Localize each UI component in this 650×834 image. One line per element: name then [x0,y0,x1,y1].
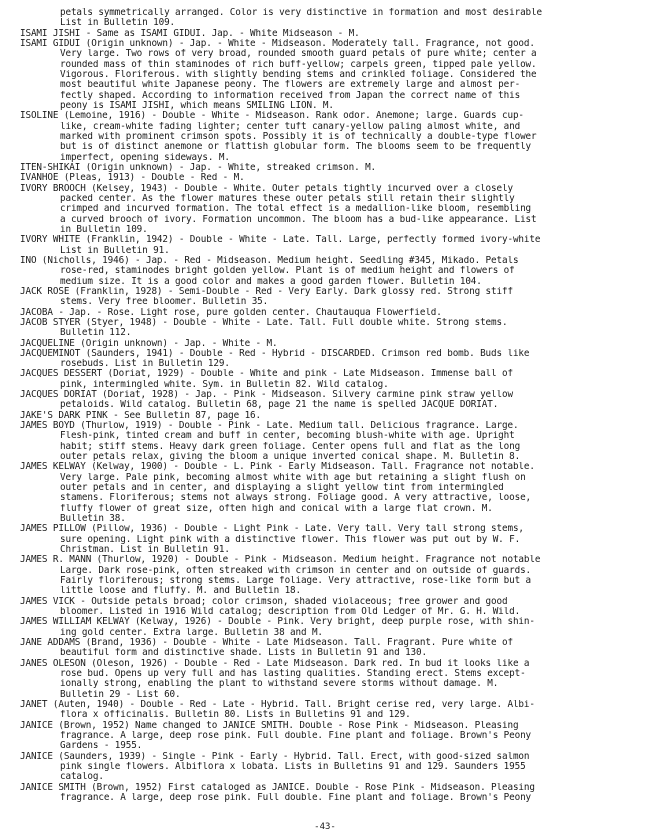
entry-continuation-line: ing gold center. Extra large. Bulletin 38 and M. [60,627,323,638]
entry-heading-line: JANICE (Saunders, 1939) - Single - Pink - Early - Hybrid. Tall. Erect, with good-sized salmon [20,751,530,762]
entry-continuation-line: but is of distinct anemone or flattish globular form. The blooms seem to be frequently [60,142,532,153]
entry-heading-line: JACQUES DESSERT (Doriat, 1929) - Double - White and pink - Late Midseason. Immense ball of [20,369,513,380]
entry-continuation-line: pink, intermingled white. Sym. in Bulletin 82. Wild catalog. [60,379,389,390]
entry-heading-line: JANE ADDAMS (Brand, 1936) - Double - White - Late Midseason. Tall. Fragrant. Pure white of [20,638,513,649]
entry-heading-line: JANET (Auten, 1940) - Double - Red - Late - Hybrid. Tall. Bright cerise red, very large. Albi- [20,699,535,710]
entry-continuation-line: rounded mass of thin staminodes of rich buff-yellow; carpels green, tipped pale yellow. [60,59,537,70]
entry-continuation-line: Gardens - 1955. [60,741,143,752]
peony-entry [20,721,640,752]
entry-continuation-line: peony is ISAMI JISHI, which means SMILING LION. M. [60,100,334,111]
entry-continuation-line: Very large. Pale pink, becoming almost white with age but retaining a slight flush on [60,472,526,483]
entry-continuation-line: fragrance. A large, deep rose pink. Full double. Fine plant and foliage. Brown's Peony [60,792,532,803]
entry-continuation-line: outer petals and in center, and displaying a slight yellow tint from intermingled [60,483,504,494]
entry-continuation-line: most beautiful white Japanese peony. The flowers are extremely large and almost per- [60,80,521,91]
peony-entry [20,783,640,804]
entry-continuation-line: Bulletin 38. [60,514,126,525]
entry-continuation-line: in Bulletin 109. [60,224,148,235]
peony-entry [20,318,640,339]
peony-entry [20,39,640,111]
entry-continuation-line: fluffy flower of great size, often high and conical with a large flat crown. M. [60,503,493,514]
entry-heading-line: INO (Nicholls, 1946) - Jap. - Red - Midseason. Medium height. Seedling #345, Mikado. Petals [20,255,519,266]
entry-heading-line: ISAMI GIDUI (Origin unknown) - Jap. - White - Midseason. Moderately tall. Fragrance, not good. [20,38,535,49]
peony-entry [20,597,640,618]
entry-heading-line: JAMES WILLIAM KELWAY (Kelway, 1926) - Double - Pink. Very bright, deep purple rose, with shin- [20,617,535,628]
peony-entry [20,349,640,370]
entry-heading-line: JACOB STYER (Styer, 1948) - Double - White - Late. Tall. Full double white. Strong stems. [20,317,508,328]
entry-continuation-line: flora x officinalis. Bulletin 80. Lists in Bulletins 91 and 129. [60,710,411,721]
peony-entry [20,617,640,638]
peony-entry [20,752,640,783]
entry-continuation-line: medium size. It is a good color and makes a good garden flower. Bulletin 104. [60,276,482,287]
entry-continuation-line: bloomer. Listed in 1916 Wild catalog; description from Old Ledger of Mr. G. H. Wild. [60,607,521,618]
peony-entry [20,369,640,390]
entry-continuation-line: outer petals relax, giving the bloom a unique inverted conical shape. M. Bulletin 8. [60,452,521,463]
entry-continuation-line: a curved brooch of ivory. Formation uncommon. The bloom has a bud-like appearance. List [60,214,537,225]
peony-entry [20,421,640,462]
entry-heading-line: JACQUES DORIAT (Doriat, 1928) - Jap. - Pink - Midseason. Silvery carmine pink straw yellow [20,390,513,401]
entry-continuation-line: List in Bulletin 91. [60,245,170,256]
entry-heading-line: JAKE'S DARK PINK - See Bulletin 87, page 16. [20,410,261,421]
entry-heading-line: JACQUEMINOT (Saunders, 1941) - Double - Red - Hybrid - DISCARDED. Crimson red bomb. Buds like [20,348,530,359]
entry-continuation-line: little loose and fluffy. M. and Bulletin 18. [60,586,301,597]
entry-heading-line: JAMES VICK - Outside petals broad; color crimson, shaded violaceous; free grower and good [20,596,508,607]
page-number: -43- [314,822,336,832]
entry-continuation-line: sure opening. Light pink with a distinctive flower. This flower was put out by W. F. [60,534,521,545]
entry-heading-line: ISAMI JISHI - Same as ISAMI GIDUI. Jap. - White Midseason - M. [20,28,360,39]
entry-continuation-line: List in Bulletin 109. [60,18,176,29]
entry-continuation-line: catalog. [60,772,104,783]
entry-heading-line: IVORY WHITE (Franklin, 1942) - Double - White - Late. Tall. Large, perfectly formed ivory-white [20,235,541,246]
entry-continuation-line: like, cream-white fading lighter; center tuft canary-yellow paling almost white, and [60,121,521,132]
peony-entry [20,287,640,308]
peony-entries-list [20,8,640,803]
peony-entry [20,462,640,524]
peony-entry [20,411,640,421]
entry-continuation-line: stamens. Floriferous; stems not always strong. Foliage good. A very attractive, loose, [60,493,532,504]
peony-entry [20,163,640,173]
entry-continuation-line: Very large. Two rows of very broad, rounded smooth guard petals of pure white; center a [60,49,537,60]
entry-continuation-line: rose-red, staminodes bright golden yellow. Plant is of medium height and flowers of [60,266,515,277]
peony-entry [20,173,640,183]
entry-continuation-line: Fairly floriferous; strong stems. Large foliage. Very attractive, rose-like form but a [60,576,532,587]
peony-entry [20,184,640,236]
entry-continuation-line: imperfect, opening sideways. M. [60,152,230,163]
entry-continuation-line: fragrance. A large, deep rose pink. Full double. Fine plant and foliage. Brown's Peony [60,730,532,741]
entry-continuation-line: Large. Dark rose-pink, often streaked with crimson in center and on outside of guards. [60,565,532,576]
peony-entry [20,524,640,555]
peony-entry [20,308,640,318]
peony-entry [20,339,640,349]
entry-continuation-line: pink single flowers. Albiflora x lobata. Lists in Bulletins 91 and 129. Saunders 1955 [60,761,526,772]
peony-entry [20,390,640,411]
entry-heading-line: IVANHOE (Pleas, 1913) - Double - Red - M. [20,173,245,184]
peony-entry [20,555,640,596]
entry-continuation-line: ionally strong, enabling the plant to withstand severe storms without damage. M. [60,679,499,690]
entry-continuation-line: beautiful form and distinctive shade. Lists in Bulletin 91 and 130. [60,648,427,659]
peony-entry [20,111,640,163]
entry-continuation-line: habit; stiff stems. Heavy dark green foliage. Center opens full and flat as the long [60,441,521,452]
entry-continuation-line: stems. Very free bloomer. Bulletin 35. [60,297,269,308]
entry-heading-line: JACK ROSE (Franklin, 1928) - Semi-Double - Red - Very Early. Dark glossy red. Strong stiff [20,286,513,297]
entry-heading-line: JAMES BOYD (Thurlow, 1919) - Double - Pink - Late. Medium tall. Delicious fragrance. Large. [20,421,519,432]
entry-continuation-line: crimped and incurved formation. The total effect is a medallion-like bloom, resembling [60,204,532,215]
entry-continuation-line: Bulletin 112. [60,328,132,339]
peony-entry [20,659,640,700]
peony-entry [20,256,640,287]
entry-continuation-line: fectly shaped. According to information received from Japan the correct name of this [60,90,521,101]
entry-heading-line: JANES OLESON (Oleson, 1926) - Double - Red - Late Midseason. Dark red. In bud it looks like a [20,658,530,669]
peony-entry [20,700,640,721]
peony-entry [20,235,640,256]
entry-heading-line: ITEN-SHIKAI (Origin unknown) - Jap. - White, streaked crimson. M. [20,162,377,173]
entry-continuation-line: Bulletin 29 - List 60. [60,689,181,700]
entry-heading-line: ISOLINE (Lemoine, 1916) - Double - White - Midseason. Rank odor. Anemone; large. Guards cup- [20,111,524,122]
entry-continuation-line: rosebuds. List in Bulletin 129. [60,359,230,370]
entry-heading-line: JACQUELINE (Origin unknown) - Jap. - White - M. [20,338,278,349]
entry-heading-line: JAMES KELWAY (Kelway, 1900) - Double - L. Pink - Early Midseason. Tall. Fragrance not notable. [20,462,535,473]
entry-continuation-line: Flesh-pink, tinted cream and buff in center, becoming blush-white with age. Upright [60,431,515,442]
entry-heading-line: JAMES R. MANN (Thurlow, 1920) - Double - Pink - Midseason. Medium height. Fragrance not notable [20,555,541,566]
entry-continuation-line: Christman. List in Bulletin 91. [60,545,230,556]
entry-continuation-line: rose bud. Opens up very full and has lasting qualities. Standing erect. Stems except- [60,669,526,679]
entry-heading-line: JACOBA - Jap. - Rose. Light rose, pure golden center. Chautauqua Flowerfield. [20,307,442,318]
peony-entry [20,29,640,39]
entry-continuation-line: petals symmetrically arranged. Color is very distinctive in formation and most desirable [60,8,542,18]
peony-entry [20,638,640,659]
entry-heading-line: JANICE SMITH (Brown, 1952) First cataloged as JANICE. Double - Rose Pink - Midseason. Pleasing [20,782,535,793]
entry-continuation-line: Vigorous. Floriferous. with slightly bending stems and crinkled foliage. Considered the [60,69,537,80]
entry-heading-line: JANICE (Brown, 1952) Name changed to JANICE SMITH. Double - Rose Pink - Midseason. Pleasing [20,720,519,731]
entry-heading-line: JAMES PILLOW (Pillow, 1936) - Double - Light Pink - Late. Very tall. Very tall strong stems, [20,524,524,535]
peony-entry [20,8,640,29]
entry-continuation-line: packed center. As the flower matures these outer petals still retain their slightly [60,193,515,204]
entry-heading-line: IVORY BROOCH (Kelsey, 1943) - Double - White. Outer petals tightly incurved over a closely [20,183,513,194]
entry-continuation-line: marked with prominent crimson spots. Possibly it is of technically a double-type flower [60,131,537,142]
entry-continuation-line: petaloids. Wild catalog. Bulletin 68, page 21 the name is spelled JACQUE DORIAT. [60,400,499,411]
